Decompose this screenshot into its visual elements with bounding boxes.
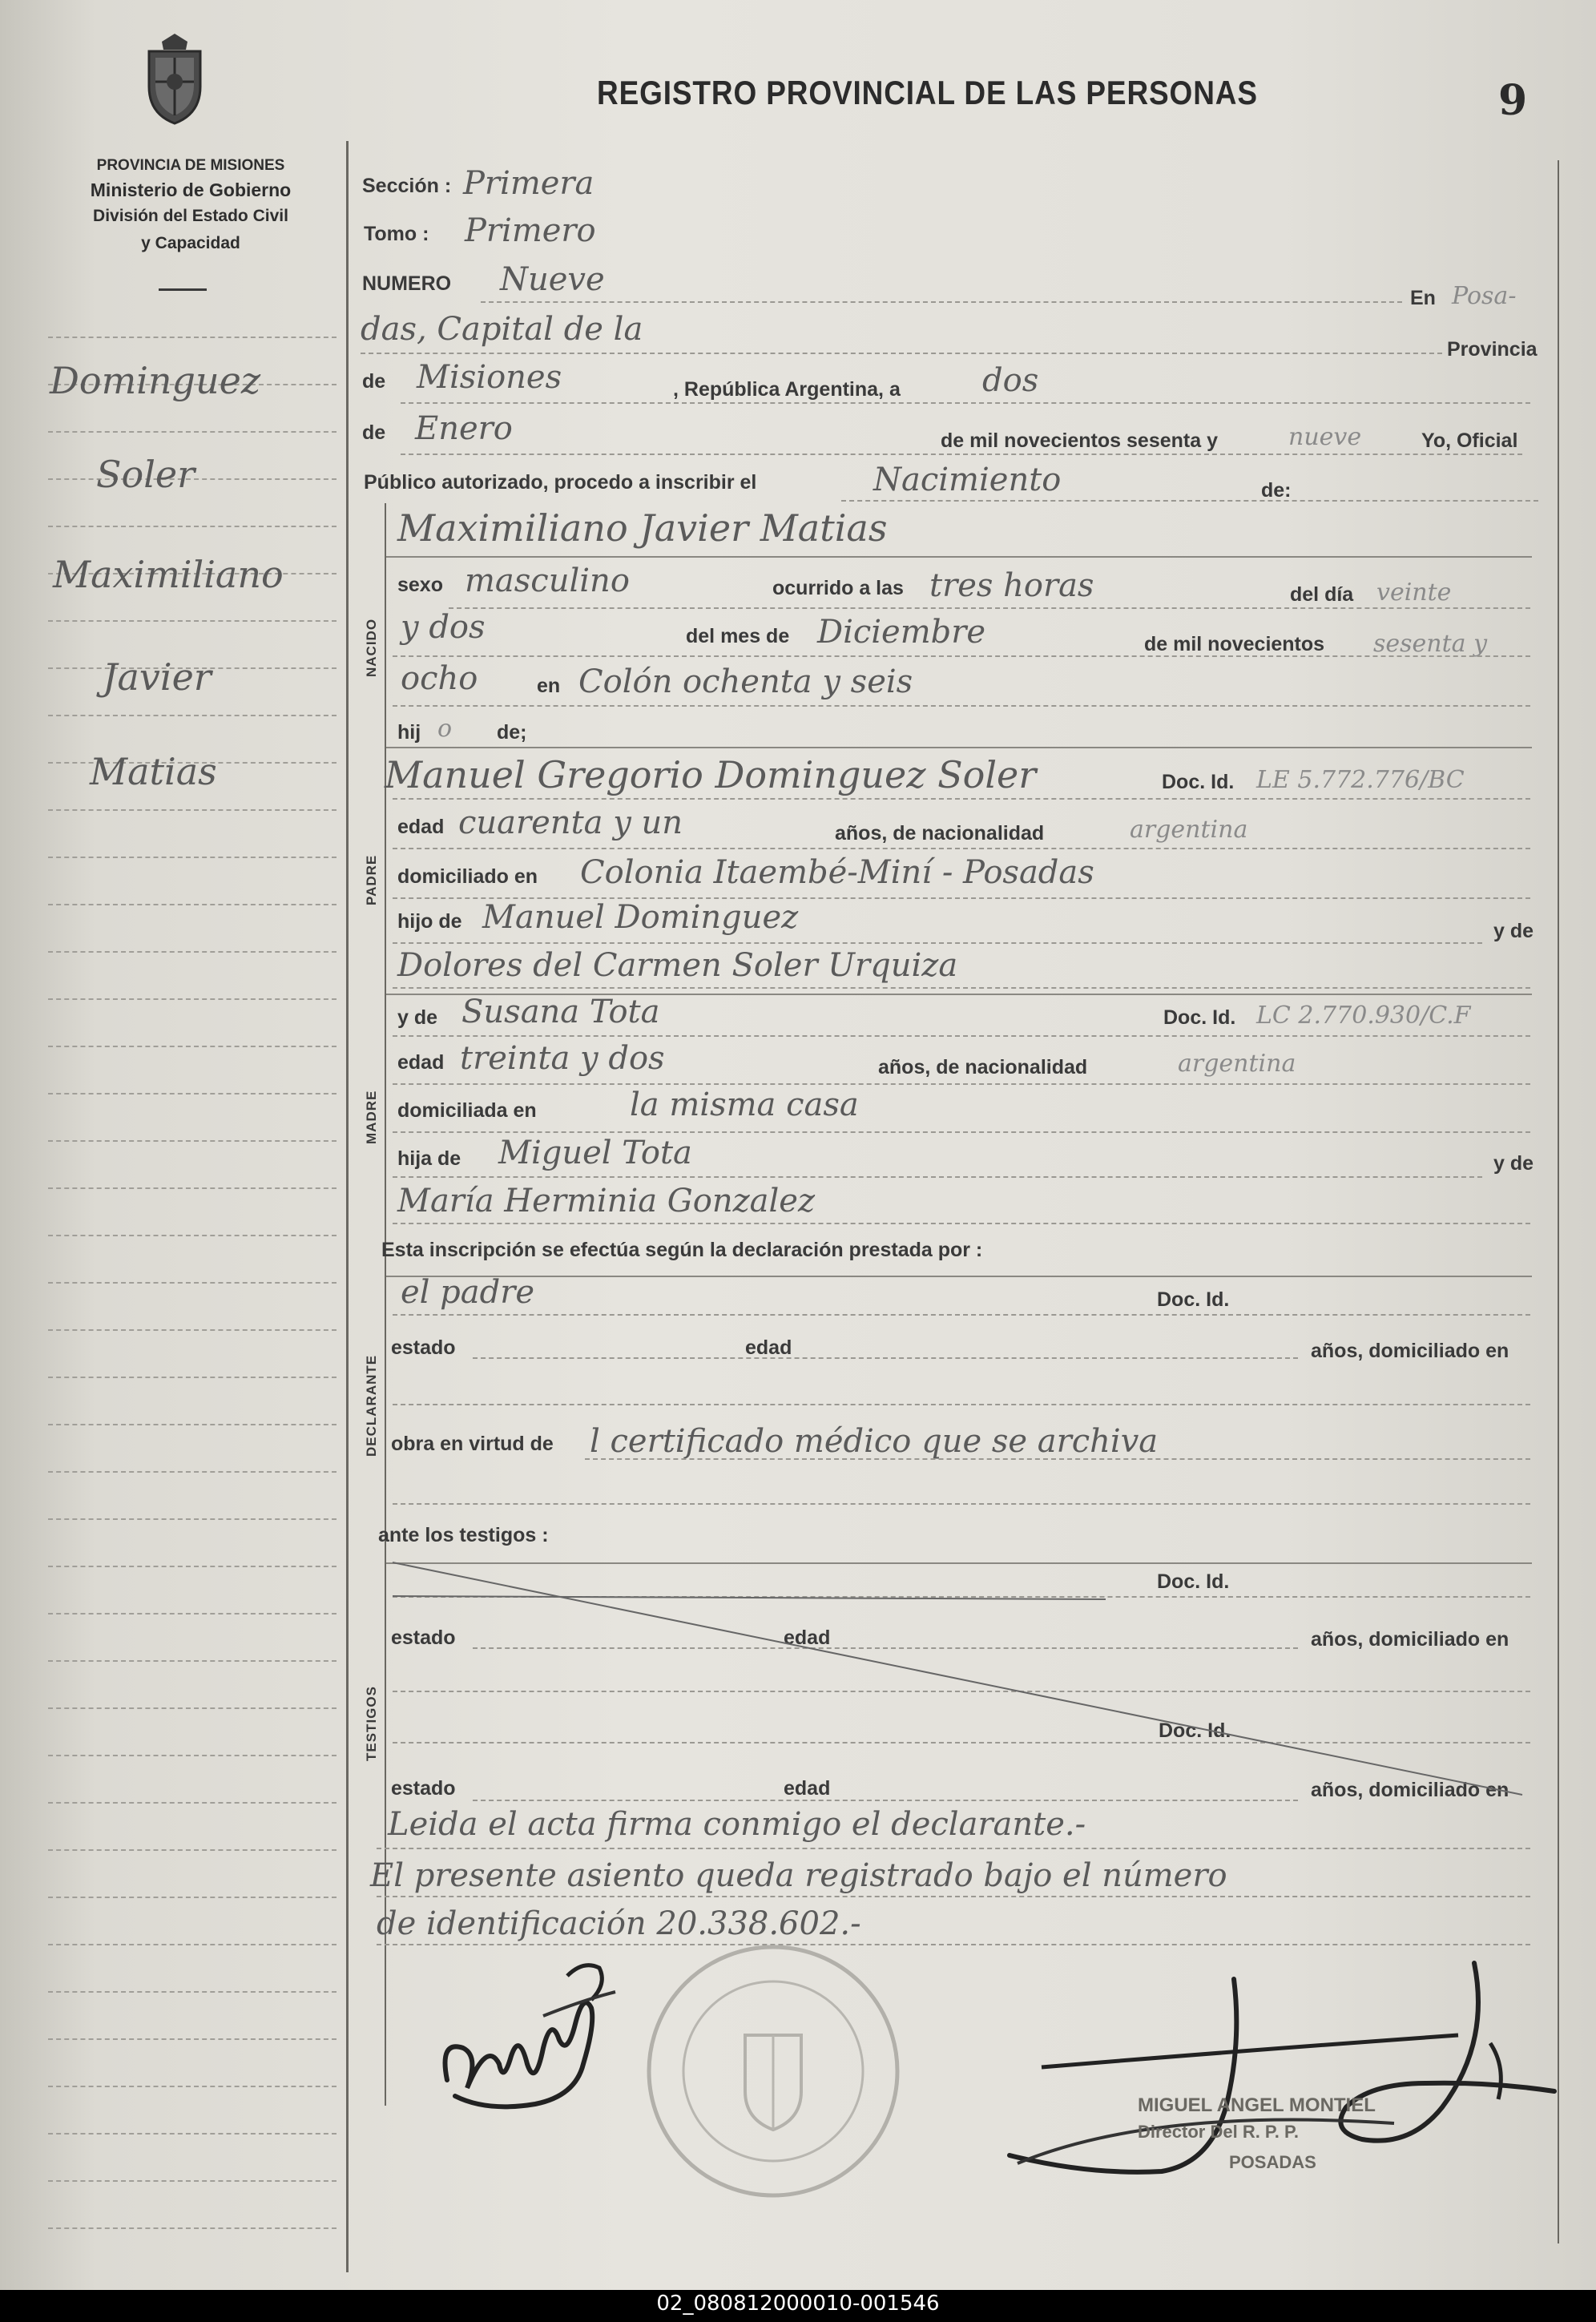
value-lugar-nac: Colón ochenta y seis [578, 663, 913, 700]
rule [401, 402, 1530, 404]
value-madre-hija-de-b: María Herminia Gonzalez [397, 1183, 816, 1219]
rule [386, 1276, 1532, 1277]
margin-rule [48, 1187, 337, 1189]
label-tomo: Tomo : [364, 223, 429, 245]
margin-rule [48, 1849, 337, 1851]
margin-rule [48, 2227, 337, 2229]
stamp-city: POSADAS [1229, 2152, 1316, 2172]
rule [393, 1503, 1530, 1505]
value-tomo: Primero [465, 212, 596, 249]
margin-rule [48, 1093, 337, 1094]
label-doc-id-3: Doc. Id. [1157, 1288, 1230, 1311]
label-en: En [1410, 287, 1436, 309]
margin-rule [48, 1755, 337, 1756]
note-line-2: El presente asiento queda registrado bajo el número [370, 1857, 1227, 1894]
margin-surname-1: Dominguez [50, 359, 261, 402]
section-label-padre: PADRE [364, 854, 379, 905]
value-sexo: masculino [465, 562, 630, 599]
label-yo-oficial: Yo, Oficial [1421, 429, 1518, 452]
margin-rule [48, 715, 337, 716]
label-hijo-de: hijo de [397, 910, 462, 933]
cancel-stroke [385, 1554, 1538, 1811]
label-y-de-2: y de [397, 1006, 438, 1029]
rule [386, 747, 1532, 748]
value-en-a: Posa- [1452, 282, 1517, 310]
margin-rule [48, 1802, 337, 1804]
stamp-name: MIGUEL ANGEL MONTIEL [1138, 2094, 1376, 2116]
value-padre-nac: argentina [1130, 816, 1248, 844]
value-dia-nac-a: veinte [1376, 578, 1452, 607]
org-divider [159, 288, 207, 291]
margin-rule [48, 620, 337, 622]
value-padre-edad: cuarenta y un [458, 804, 683, 841]
label-mil-sesenta: de mil novecientos sesenta y [941, 429, 1218, 452]
signature-left [423, 1944, 631, 2120]
label-anos-dom-3: años, domiciliado en [1311, 1779, 1509, 1801]
rule [393, 848, 1530, 849]
label-doc-id-4: Doc. Id. [1157, 1570, 1230, 1593]
margin-given-3: Matias [90, 750, 217, 793]
rule [393, 655, 1530, 657]
label-estado-3: estado [391, 1777, 456, 1800]
rule [393, 798, 1530, 800]
margin-rule [48, 1377, 337, 1378]
label-estado: estado [391, 1336, 456, 1359]
value-madre-edad: treinta y dos [460, 1040, 665, 1077]
margin-rule [48, 1140, 337, 1142]
label-domiciliada: domiciliada en [397, 1099, 537, 1122]
label-edad-2: edad [397, 1051, 445, 1074]
rule [386, 556, 1532, 558]
rule [393, 1083, 1530, 1085]
round-seal-icon [641, 1939, 905, 2203]
org-line-3: División del Estado Civil [93, 207, 288, 225]
label-de-colon: de: [1261, 479, 1292, 502]
margin-rule [48, 1282, 337, 1284]
label-del-mes: del mes de [686, 625, 790, 647]
value-madre-doc: LC 2.770.930/C.F [1256, 1002, 1471, 1030]
margin-rule [48, 809, 337, 811]
label-edad-5: edad [784, 1777, 831, 1800]
margin-rule [48, 337, 337, 338]
label-hij: hij [397, 721, 421, 744]
rule [393, 1223, 1530, 1224]
signature-right [993, 1947, 1570, 2187]
page-title: REGISTRO PROVINCIAL DE LAS PERSONAS [597, 74, 1258, 111]
value-padre-hijo-de-a: Manuel Dominguez [482, 899, 799, 936]
rule [393, 705, 1530, 707]
label-provincia: Provincia [1447, 338, 1538, 361]
margin-rule [48, 1329, 337, 1331]
label-del-dia: del día [1290, 583, 1354, 606]
value-mes-nac: Diciembre [817, 614, 986, 651]
section-label-declarante: DECLARANTE [364, 1354, 379, 1457]
margin-rule [48, 1991, 337, 1993]
margin-rule [48, 1424, 337, 1425]
label-sexo: sexo [397, 574, 443, 596]
section-label-madre: MADRE [364, 1090, 379, 1144]
margin-rule [48, 1660, 337, 1662]
label-hija-de: hija de [397, 1147, 461, 1170]
label-ocurrido: ocurrido a las [772, 577, 904, 599]
margin-given-1: Maximiliano [53, 553, 284, 596]
margin-given-2: Javier [103, 655, 212, 699]
rule [393, 1176, 1482, 1178]
right-border [1558, 160, 1559, 2243]
rule [377, 1848, 1530, 1849]
rule [449, 607, 1530, 609]
label-edad-3: edad [745, 1336, 792, 1359]
label-en-2: en [537, 675, 561, 697]
label-mil-novecientos: de mil novecientos [1144, 633, 1325, 655]
label-doc-id: Doc. Id. [1162, 771, 1235, 793]
rule [361, 353, 1442, 354]
margin-rule [48, 1046, 337, 1047]
margin-rule [48, 526, 337, 527]
margin-rule [48, 2086, 337, 2087]
value-en-b: das, Capital de la [361, 311, 643, 348]
value-provincia: Misiones [417, 359, 562, 396]
rule [393, 942, 1482, 944]
margin-rule [48, 1944, 337, 1945]
margin-rule [48, 998, 337, 1000]
margin-rule [48, 1235, 337, 1236]
margin-rule [48, 857, 337, 858]
label-publico: Público autorizado, procedo a inscribir el [364, 471, 757, 494]
margin-border [346, 141, 349, 2272]
label-anos-dom-2: años, domiciliado en [1311, 1628, 1509, 1651]
rule [393, 1404, 1530, 1405]
value-padre-doc: LE 5.772.776/BC [1256, 766, 1465, 794]
value-nombre: Maximiliano Javier Matias [397, 506, 888, 550]
value-seccion: Primera [463, 165, 594, 202]
org-line-4: y Capacidad [141, 234, 240, 252]
label-republica: , República Argentina, a [673, 378, 901, 401]
note-line-3: de identificación 20.338.602.- [377, 1905, 861, 1942]
label-anos-dom: años, domiciliado en [1311, 1340, 1509, 1362]
value-declarante: el padre [401, 1274, 535, 1311]
label-de-semi: de; [497, 721, 527, 744]
org-line-2: Ministerio de Gobierno [90, 179, 292, 200]
label-edad: edad [397, 816, 445, 838]
page-number: 9 [1498, 76, 1528, 125]
margin-rule [48, 1613, 337, 1615]
margin-rule [48, 1471, 337, 1473]
margin-rule [48, 904, 337, 905]
label-inscripcion: Esta inscripción se efectúa según la declaración prestada por : [381, 1239, 983, 1261]
value-hij-suffix: o [437, 715, 453, 743]
margin-surname-2: Soler [96, 453, 195, 496]
rule [393, 1314, 1530, 1316]
margin-rule [48, 2038, 337, 2040]
label-anos-nac-2: años, de nacionalidad [878, 1056, 1088, 1078]
margin-rule [48, 1707, 337, 1709]
coat-of-arms-icon [138, 30, 212, 127]
rule [481, 301, 1402, 303]
value-padre-dom: Colonia Itaembé-Miní - Posadas [580, 854, 1094, 891]
rule [401, 454, 1522, 455]
value-madre-hija-de-a: Miguel Tota [498, 1135, 692, 1171]
value-anio-nac-a: sesenta y [1373, 630, 1488, 658]
value-mes: Enero [415, 410, 513, 447]
org-line-1: PROVINCIA DE MISIONES [96, 157, 285, 174]
rule [585, 1458, 1530, 1460]
margin-rule [48, 431, 337, 433]
margin-rule [48, 2133, 337, 2135]
section-label-testigos: TESTIGOS [364, 1686, 379, 1761]
label-estado-2: estado [391, 1627, 456, 1649]
rule [393, 1035, 1530, 1037]
value-dia: dos [982, 362, 1039, 399]
value-anio: nueve [1288, 423, 1362, 451]
label-de-2: de [362, 421, 386, 444]
label-edad-4: edad [784, 1627, 831, 1649]
rule [393, 987, 1530, 989]
value-anio-nac-b: ocho [401, 660, 478, 697]
rule [841, 500, 1538, 502]
label-y-de: y de [1493, 920, 1534, 942]
value-madre-nombre: Susana Tota [461, 994, 660, 1030]
value-padre-hijo-de-b: Dolores del Carmen Soler Urquiza [397, 947, 958, 984]
label-doc-id-2: Doc. Id. [1163, 1006, 1236, 1029]
note-line-1: Leida el acta firma conmigo el declarante.- [388, 1806, 1086, 1843]
rule [393, 1131, 1530, 1133]
rule [377, 1896, 1530, 1897]
label-doc-id-5: Doc. Id. [1159, 1719, 1231, 1742]
margin-rule [48, 1566, 337, 1567]
stamp-role: Director Del R. P. P. [1138, 2122, 1299, 2142]
label-de: de [362, 370, 386, 393]
label-domiciliado: domiciliado en [397, 865, 538, 888]
value-obra: l certificado médico que se archiva [590, 1423, 1159, 1460]
label-seccion: Sección : [362, 175, 452, 197]
margin-rule [48, 2180, 337, 2182]
label-anos-nac: años, de nacionalidad [835, 822, 1045, 845]
image-id-label: 02_080812000010-001546 [656, 2292, 940, 2316]
margin-rule [48, 951, 337, 953]
value-dia-nac-b: y dos [401, 609, 486, 646]
value-hora: tres horas [929, 567, 1094, 604]
value-madre-dom: la misma casa [630, 1086, 859, 1123]
label-numero: NUMERO [362, 272, 452, 295]
rule [473, 1357, 1298, 1359]
section-label-nacido: NACIDO [364, 618, 379, 677]
label-obra: obra en virtud de [391, 1433, 554, 1455]
label-y-de-3: y de [1493, 1152, 1534, 1175]
label-ante-testigos: ante los testigos : [378, 1524, 549, 1546]
value-acto: Nacimiento [873, 462, 1062, 498]
value-numero: Nueve [500, 261, 605, 298]
margin-rule [48, 1897, 337, 1898]
margin-rule [48, 1518, 337, 1520]
value-padre-nombre: Manuel Gregorio Dominguez Soler [385, 753, 1037, 796]
value-madre-nac: argentina [1178, 1050, 1296, 1078]
